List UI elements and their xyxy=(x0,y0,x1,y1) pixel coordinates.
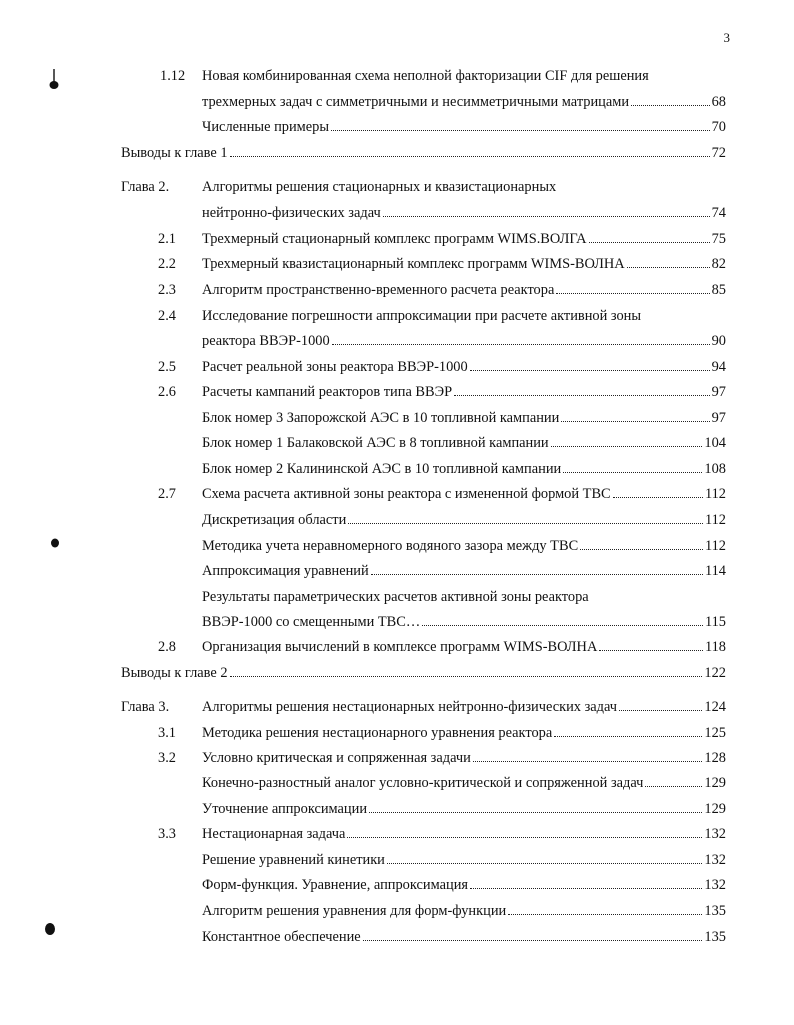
toc-row xyxy=(0,253,794,275)
toc-row xyxy=(0,432,794,454)
toc-title: Аппроксимация уравнений xyxy=(202,563,369,579)
leader-dots xyxy=(561,421,709,422)
toc-title: нейтронно-физических задач xyxy=(202,205,381,221)
toc-chapter-summary: Выводы к главе 1 xyxy=(121,145,228,161)
toc-title: Алгоритмы решения нестационарных нейтронно-физических задач xyxy=(202,699,618,715)
toc-chapter-label: Глава 2. xyxy=(121,179,170,195)
toc-title: Расчет реальной зоны реактора ВВЭР-1000 xyxy=(202,359,468,375)
leader-dots xyxy=(613,497,703,498)
leader-dots xyxy=(470,888,702,889)
toc-row xyxy=(0,874,794,896)
toc-page: 129 xyxy=(704,775,726,791)
toc-chapter-label: Глава 3. xyxy=(121,699,170,715)
leader-dots xyxy=(470,370,710,371)
toc-page: 115 xyxy=(704,614,726,630)
toc-page: 132 xyxy=(704,852,726,868)
toc-number: 2.8 xyxy=(158,639,176,655)
toc-title: Уточнение аппроксимации xyxy=(202,801,368,817)
leader-dots xyxy=(387,863,703,864)
leader-dots xyxy=(371,574,703,575)
leader-dots xyxy=(619,710,702,711)
toc-page: 74 xyxy=(711,205,726,221)
toc-row xyxy=(0,535,794,557)
toc-chapter-summary: Выводы к главе 2 xyxy=(121,665,228,681)
toc-page: 135 xyxy=(704,929,726,945)
leader-dots xyxy=(422,625,703,626)
toc-row xyxy=(0,356,794,378)
leader-dots xyxy=(332,344,710,345)
toc-title: Алгоритм пространственно-временного расчета реактора xyxy=(202,282,555,298)
toc-page: 68 xyxy=(711,94,726,110)
toc-row xyxy=(0,228,794,250)
toc-title: Численные примеры xyxy=(202,119,330,135)
toc-title: Дискретизация области xyxy=(202,512,347,528)
toc-number: 3.3 xyxy=(158,826,176,842)
leader-dots xyxy=(363,940,703,941)
toc-page: 70 xyxy=(711,119,726,135)
toc-title: Алгоритмы решения стационарных и квазистационарных xyxy=(202,179,557,195)
toc-page: 112 xyxy=(704,538,726,554)
toc-row xyxy=(0,823,794,845)
toc-row xyxy=(0,176,794,198)
toc-page: 132 xyxy=(704,877,726,893)
toc-page: 75 xyxy=(711,231,726,247)
toc-row xyxy=(0,722,794,744)
toc-page: 97 xyxy=(711,410,726,426)
toc-page: 112 xyxy=(704,512,726,528)
toc-row xyxy=(0,696,794,718)
toc-title: Блок номер 2 Калининской АЭС в 10 топливной кампании xyxy=(202,461,562,477)
page-number: 3 xyxy=(723,30,730,45)
toc-page: 82 xyxy=(711,256,726,272)
leader-dots xyxy=(230,676,703,677)
toc-number: 2.4 xyxy=(158,308,176,324)
toc-title: Трехмерный квазистационарный комплекс программ WIMS-ВОЛНА xyxy=(202,256,625,272)
toc-page: 129 xyxy=(704,801,726,817)
toc-number: 2.1 xyxy=(158,231,176,247)
toc-title: Расчеты кампаний реакторов типа ВВЭР xyxy=(202,384,453,400)
leader-dots xyxy=(348,523,703,524)
toc-row xyxy=(0,636,794,658)
toc-title: Константное обеспечение xyxy=(202,929,361,945)
toc-row xyxy=(0,611,794,633)
toc-number: 2.5 xyxy=(158,359,176,375)
toc-page: 90 xyxy=(711,333,726,349)
toc-page: 124 xyxy=(704,699,726,715)
toc-row xyxy=(0,116,794,138)
toc-title: Результаты параметрических расчетов активной зоны реактора xyxy=(202,589,589,605)
leader-dots xyxy=(554,736,702,737)
toc-row xyxy=(0,900,794,922)
toc-title: Решение уравнений кинетики xyxy=(202,852,385,868)
toc-row xyxy=(0,330,794,352)
leader-dots xyxy=(556,293,709,294)
toc-row xyxy=(0,509,794,531)
toc-title: Блок номер 3 Запорожской АЭС в 10 топливной кампании xyxy=(202,410,560,426)
toc-page: 128 xyxy=(704,750,726,766)
toc-number: 3.1 xyxy=(158,725,176,741)
leader-dots xyxy=(383,216,710,217)
toc-page: 125 xyxy=(704,725,726,741)
toc-row xyxy=(0,91,794,113)
leader-dots xyxy=(551,446,703,447)
leader-dots xyxy=(331,130,710,131)
leader-dots xyxy=(347,837,702,838)
toc-title: Методика решения нестационарного уравнения реактора xyxy=(202,725,553,741)
toc-row xyxy=(0,772,794,794)
toc-row xyxy=(0,483,794,505)
toc-row xyxy=(0,849,794,871)
toc-title: Нестационарная задача xyxy=(202,826,346,842)
toc-page: 122 xyxy=(704,665,726,681)
leader-dots xyxy=(563,472,702,473)
toc-title: ВВЭР-1000 со смещенными ТВС… xyxy=(202,614,421,630)
toc-row xyxy=(0,662,794,684)
toc-title: Схема расчета активной зоны реактора с измененной формой ТВС xyxy=(202,486,611,502)
toc-title: Трехмерный стационарный комплекс программ WIMS.ВОЛГА xyxy=(202,231,587,247)
toc-title: Конечно-разностный аналог условно-критической и сопряженной задач xyxy=(202,775,644,791)
toc-row xyxy=(0,798,794,820)
toc-number: 3.2 xyxy=(158,750,176,766)
toc-page: 104 xyxy=(704,435,726,451)
leader-dots xyxy=(631,105,710,106)
leader-dots xyxy=(580,549,703,550)
leader-dots xyxy=(230,156,710,157)
leader-dots xyxy=(645,786,702,787)
toc-number: 1.12 xyxy=(160,68,186,84)
toc-row xyxy=(0,747,794,769)
toc-row xyxy=(0,142,794,164)
toc-title: Форм-функция. Уравнение, аппроксимация xyxy=(202,877,469,893)
toc-title: Методика учета неравномерного водяного зазора между ТВС xyxy=(202,538,579,554)
toc-title: трехмерных задач с симметричными и несимметричными матрицами xyxy=(202,94,630,110)
toc-page: 97 xyxy=(711,384,726,400)
leader-dots xyxy=(589,242,710,243)
toc-page: 85 xyxy=(711,282,726,298)
toc-page: 132 xyxy=(704,826,726,842)
toc-row xyxy=(0,586,794,608)
leader-dots xyxy=(369,812,702,813)
toc-title: Условно критическая и сопряженная задачи xyxy=(202,750,471,766)
toc-row xyxy=(0,926,794,948)
leader-dots xyxy=(599,650,703,651)
leader-dots xyxy=(508,914,702,915)
toc-title: Организация вычислений в комплексе программ WIMS-ВОЛНА xyxy=(202,639,598,655)
toc-page: 114 xyxy=(704,563,726,579)
toc-title: Новая комбинированная схема неполной факторизации CIF для решения xyxy=(202,68,649,84)
toc-row xyxy=(0,65,794,87)
toc-page: 112 xyxy=(704,486,726,502)
toc-number: 2.3 xyxy=(158,282,176,298)
toc-page: 94 xyxy=(711,359,726,375)
toc-title: Алгоритм решения уравнения для форм-функции xyxy=(202,903,507,919)
toc-row xyxy=(0,458,794,480)
toc-title: Исследование погрешности аппроксимации при расчете активной зоны xyxy=(202,308,642,324)
toc-number: 2.2 xyxy=(158,256,176,272)
leader-dots xyxy=(454,395,709,396)
toc-page: 108 xyxy=(704,461,726,477)
toc-row xyxy=(0,202,794,224)
toc-title: реактора ВВЭР-1000 xyxy=(202,333,330,349)
toc-row xyxy=(0,407,794,429)
toc-row xyxy=(0,560,794,582)
toc-row xyxy=(0,305,794,327)
toc-number: 2.7 xyxy=(158,486,176,502)
leader-dots xyxy=(473,761,703,762)
toc-number: 2.6 xyxy=(158,384,176,400)
toc-row xyxy=(0,381,794,403)
toc-page: 135 xyxy=(704,903,726,919)
toc-row xyxy=(0,279,794,301)
leader-dots xyxy=(627,267,710,268)
toc-page: 118 xyxy=(704,639,726,655)
toc-title: Блок номер 1 Балаковской АЭС в 8 топливной кампании xyxy=(202,435,549,451)
toc-page: 72 xyxy=(711,145,726,161)
